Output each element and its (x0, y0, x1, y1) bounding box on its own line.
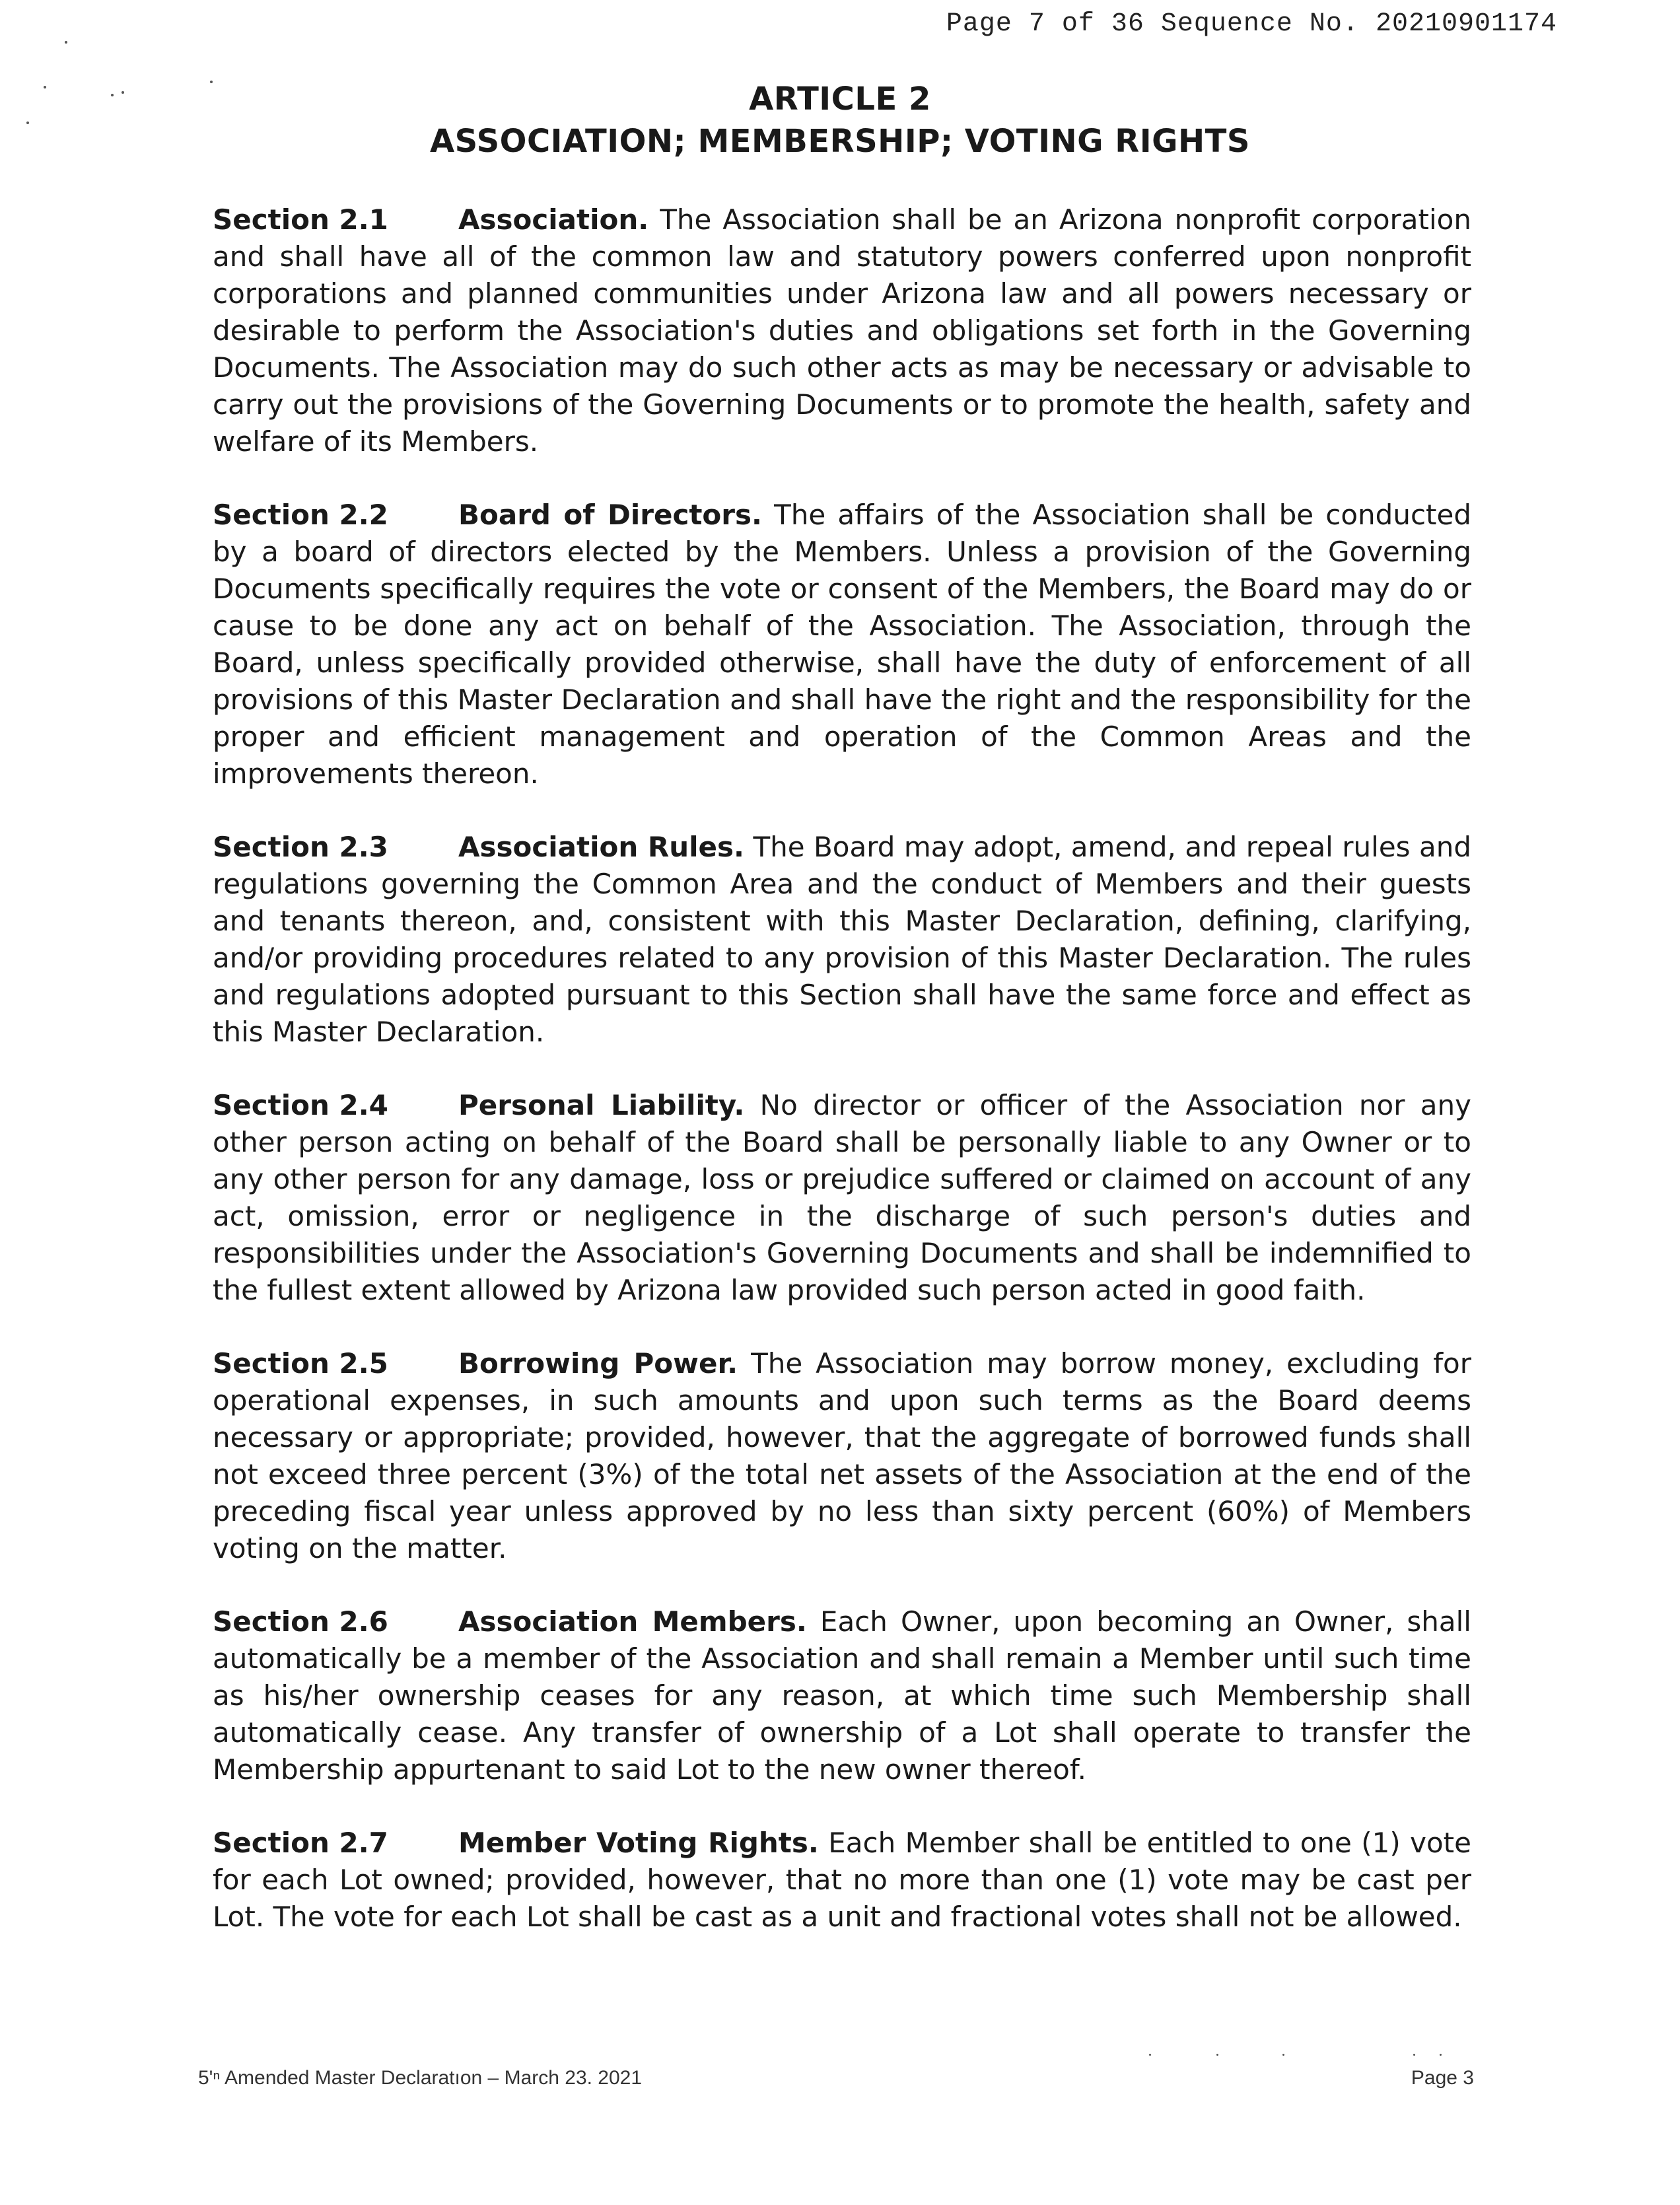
section-number: Section 2.7 (213, 1827, 388, 1859)
section-text: Each Member shall be entitled to one (1) vote for each Lot owned; provided, however, that no more than one (1) vote may be cast per Lot. The vote for each Lot shall be cast as a unit and fractional votes shall not be allowed. (213, 1827, 1471, 1933)
section-2-5 (213, 1345, 1471, 1567)
section-number: Section 2.1 (213, 203, 388, 236)
section-text: The Association shall be an Arizona nonprofit corporation and shall have all of the common law and statutory powers conferred upon nonprofit corporations and planned communities under Arizona law and all powers necessary or desirable to perform the Association's duties and obligations set forth in the Governing Documents. The Association may do such other acts as may be necessary or advisable to carry out the provisions of the Governing Documents or to promote the health, safety and welfare of its Members. (213, 203, 1471, 458)
footer-page-number: Page 3 (1411, 2067, 1474, 2089)
section-title: Association. (458, 203, 649, 236)
section-2-1 (213, 201, 1471, 460)
section-title: Association Members. (458, 1605, 807, 1638)
section-text: No director or officer of the Association nor any other person acting on behalf of the Board shall be personally liable to any Owner or to any other person for any damage, loss or prejudice suffered or claimed on account of any act, omission, error or negligence in the discharge of such person's duties and responsibilities under the Association's Governing Documents and shall be indemnified to the fullest extent allowed by Arizona law provided such person acted in good faith. (213, 1089, 1471, 1306)
article-title: ASSOCIATION; MEMBERSHIP; VOTING RIGHTS (430, 123, 1250, 160)
section-title: Board of Directors. (458, 499, 762, 531)
section-2-4 (213, 1087, 1471, 1309)
section-number: Section 2.6 (213, 1605, 388, 1638)
page-sequence-stamp: Page 7 of 36 Sequence No. 20210901174 (946, 9, 1557, 39)
document-body (213, 201, 1471, 1972)
section-2-3 (213, 829, 1471, 1051)
section-number: Section 2.2 (213, 499, 388, 531)
section-text: The Board may adopt, amend, and repeal rules and regulations governing the Common Area and the conduct of Members and their guests and tenants thereon, and, consistent with this Master Declaration, defining, clarifying, and/or providing procedures related to any provision of this Master Declaration. The rules and regulations adopted pursuant to this Section shall have the same force and effect as this Master Declaration. (213, 831, 1471, 1048)
article-heading (0, 78, 1680, 162)
section-number: Section 2.5 (213, 1347, 388, 1380)
section-number: Section 2.4 (213, 1089, 388, 1121)
section-title: Member Voting Rights. (458, 1827, 819, 1859)
section-text: Each Owner, upon becoming an Owner, shall automatically be a member of the Association and shall remain a Member until such time as his/her ownership ceases for any reason, at which time such Membership shall automatically cease. Any transfer of ownership of a Lot shall operate to transfer the Membership appurtenant to said Lot to the new owner thereof. (213, 1605, 1471, 1786)
section-2-6 (213, 1603, 1471, 1788)
section-title: Borrowing Power. (458, 1347, 738, 1380)
section-2-2 (213, 497, 1471, 792)
article-number: ARTICLE 2 (749, 81, 931, 118)
section-title: Association Rules. (458, 831, 744, 863)
section-text: The Association may borrow money, excluding for operational expenses, in such amounts and upon such terms as the Board deems necessary or appropriate; provided, however, that the aggregate of borrowed funds shall not exceed three percent (3%) of the total net assets of the Association at the end of the preceding fiscal year unless approved by no less than sixty percent (60%) of Members voting on the matter. (213, 1347, 1471, 1564)
section-text: The affairs of the Association shall be conducted by a board of directors elected by the Members. Unless a provision of the Governing Documents specifically requires the vote or consent of the Members, the Board may do or cause to be done any act on behalf of the Association. The Association, through the Board, unless specifically provided otherwise, shall have the duty of enforcement of all provisions of this Master Declaration and shall have the right and the responsibility for the proper and efficient management and operation of the Common Areas and the improvements thereon. (213, 499, 1472, 790)
section-number: Section 2.3 (213, 831, 388, 863)
section-title: Personal Liability. (458, 1089, 745, 1121)
footer-document-title: 5'ⁿ Amended Master Declaratıon – March 23. 2021 (198, 2067, 643, 2089)
section-2-7 (213, 1825, 1471, 1936)
